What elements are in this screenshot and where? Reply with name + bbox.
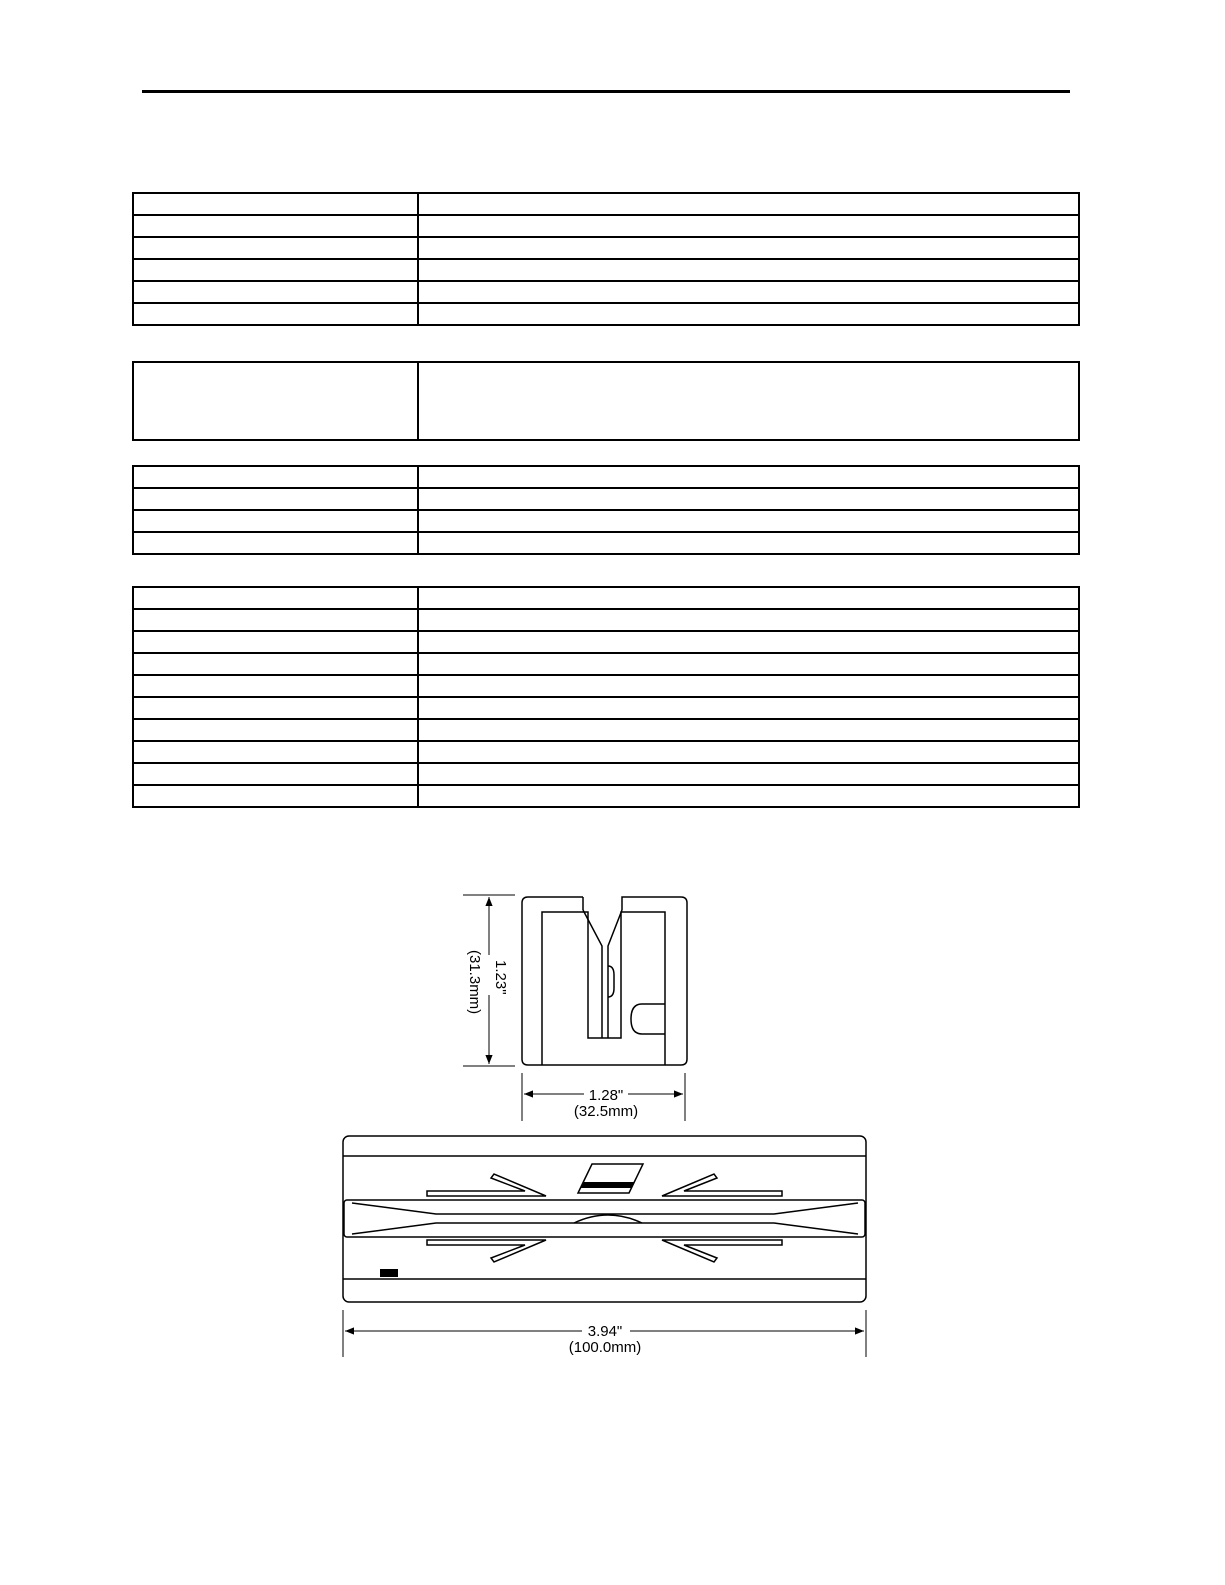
height-dimension-mm: (31.3mm) xyxy=(466,950,483,1015)
magnetic-stripe-icon xyxy=(581,1182,634,1188)
top-view xyxy=(343,1136,866,1302)
length-dimension-mm: (100.0mm) xyxy=(568,1339,642,1356)
width-dimension-inches: 1.28" xyxy=(588,1087,624,1104)
length-dimension-inches: 3.94" xyxy=(587,1323,623,1340)
end-view xyxy=(522,897,687,1065)
height-dimension-inches: 1.23" xyxy=(492,960,509,995)
status-led-indicator xyxy=(380,1269,398,1277)
width-dimension-mm: (32.5mm) xyxy=(573,1103,639,1120)
